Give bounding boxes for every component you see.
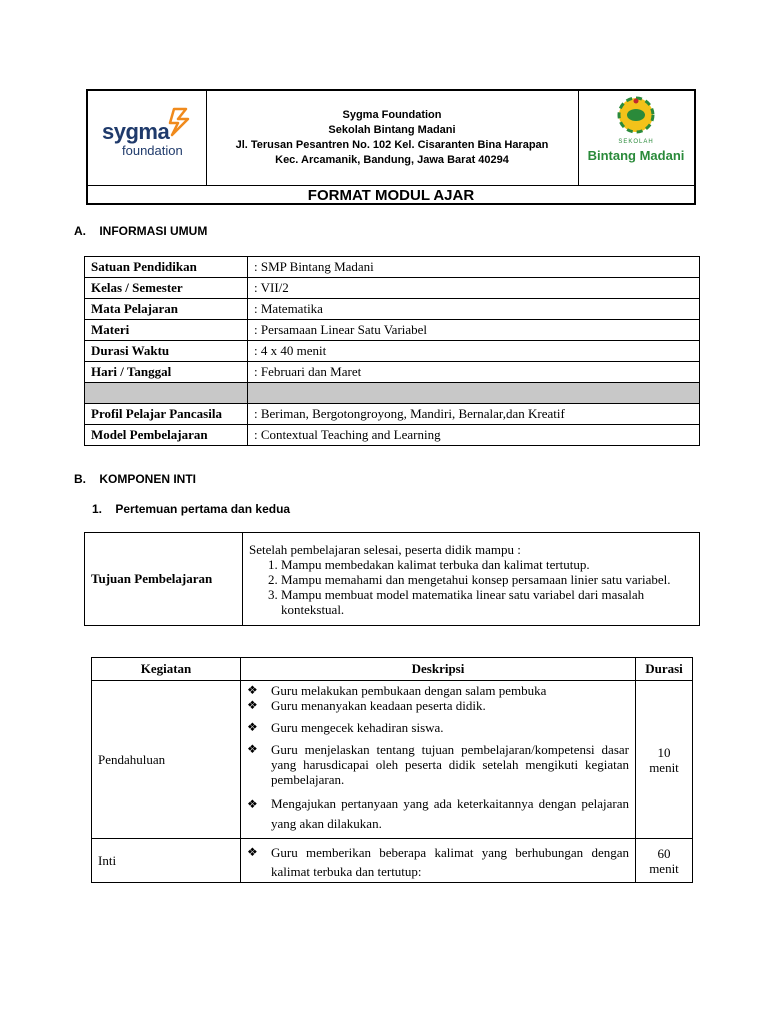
column-header: Deskripsi [241,658,636,681]
bintang-madani-logo [578,91,694,185]
informasi-umum-table [84,256,700,446]
info-value: : Februari dan Maret [248,362,700,383]
document-header [86,89,696,205]
subsection-heading: 1. Pertemuan pertama dan kedua [92,502,291,516]
table-header-row [92,658,693,681]
info-key: Satuan Pendidikan [85,257,248,278]
table-row-blank [85,383,700,404]
tujuan-list [249,557,693,617]
info-value: : Persamaan Linear Satu Variabel [248,320,700,341]
info-value: : Contextual Teaching and Learning [248,425,700,446]
deskripsi-list [241,843,629,881]
list-item: 3. Mampu membuat model matematika linear satu variabel dari masalah kontekstual. [281,587,693,617]
info-value: : VII/2 [248,278,700,299]
table-row [92,839,693,883]
kegiatan-name: Inti [92,839,241,883]
list-item: 1. Mampu membedakan kalimat terbuka dan kalimat tertutup. [281,557,693,572]
table-row [85,320,700,341]
section-a-heading: A. INFORMASI UMUM [74,224,208,238]
info-key: Materi [85,320,248,341]
list-item: ❖ Guru melakukan pembukaan dengan salam pembuka [247,683,547,698]
durasi-value: 10 [657,744,671,760]
sygma-logo [88,91,207,185]
table-row [85,299,700,320]
list-item: ❖ Mengajukan pertanyaan yang ada keterkaitannya dengan pelajaran yang akan dilakukan. [247,796,629,831]
durasi-unit: menit [649,860,679,876]
info-key [85,383,248,404]
org-line: Sygma Foundation [342,109,442,121]
org-line: Sekolah Bintang Madani [328,124,456,136]
info-value [248,383,700,404]
sygma-logo-subtext: foundation [122,143,183,158]
info-key: Kelas / Semester [85,278,248,299]
durasi-value: 60 [657,845,671,861]
diamond-bullet-icon: ❖ [247,683,258,697]
table-row [85,341,700,362]
table-row [85,278,700,299]
diamond-bullet-icon: ❖ [247,720,258,734]
table-row [85,425,700,446]
list-item: ❖ Guru menanyakan keadaan peserta didik. [247,698,486,713]
tujuan-intro: Setelah pembelajaran selesai, peserta didik mampu : [249,541,521,557]
school-address-block [206,91,579,185]
info-key: Hari / Tanggal [85,362,248,383]
org-line: Jl. Terusan Pesantren No. 102 Kel. Cisaranten Bina Harapan [235,139,549,151]
document-title: FORMAT MODUL AJAR [88,185,694,204]
diamond-bullet-icon: ❖ [247,698,258,712]
table-row [85,404,700,425]
org-line: Kec. Arcamanik, Bandung, Jawa Barat 40294 [275,154,509,166]
info-key: Model Pembelajaran [85,425,248,446]
kegiatan-table [91,657,693,883]
column-header: Kegiatan [92,658,241,681]
tujuan-label: Tujuan Pembelajaran [85,533,243,626]
logo-top-label: SEKOLAH [618,139,654,145]
list-item: 2. Mampu memahami dan mengetahui konsep persamaan linier satu variabel. [281,572,693,587]
tujuan-pembelajaran-table [84,532,700,626]
sygma-logo-text: sygma [102,119,170,144]
diamond-bullet-icon: ❖ [247,797,258,811]
diamond-bullet-icon: ❖ [247,845,258,859]
kegiatan-name: Pendahuluan [92,681,241,839]
list-item: ❖ Guru menjelaskan tentang tujuan pembelajaran/kompetensi dasar yang harusdicapai oleh peserta didik setelah mengikuti kegiatan pembelajaran. [247,742,629,787]
info-key: Durasi Waktu [85,341,248,362]
column-header: Durasi [636,658,693,681]
logo-school-name: Bintang Madani [587,148,685,163]
section-b-heading: B. KOMPONEN INTI [74,472,197,486]
info-key: Profil Pelajar Pancasila [85,404,248,425]
list-item: ❖ Guru memberikan beberapa kalimat yang berhubungan dengan kalimat terbuka dan tertutup: [247,845,629,879]
table-row [92,681,693,839]
globe-emblem-icon [614,95,658,135]
table-row [85,362,700,383]
durasi-unit: menit [649,759,679,775]
info-value: : SMP Bintang Madani [248,257,700,278]
info-value: : 4 x 40 menit [248,341,700,362]
deskripsi-list [241,683,629,834]
info-value: : Matematika [248,299,700,320]
table-row [85,257,700,278]
list-item: ❖ Guru mengecek kehadiran siswa. [247,720,444,735]
info-value: : Beriman, Bergotongroyong, Mandiri, Bernalar,dan Kreatif [248,404,700,425]
info-key: Mata Pelajaran [85,299,248,320]
diamond-bullet-icon: ❖ [247,742,258,756]
sygma-bolt-icon [168,107,194,137]
